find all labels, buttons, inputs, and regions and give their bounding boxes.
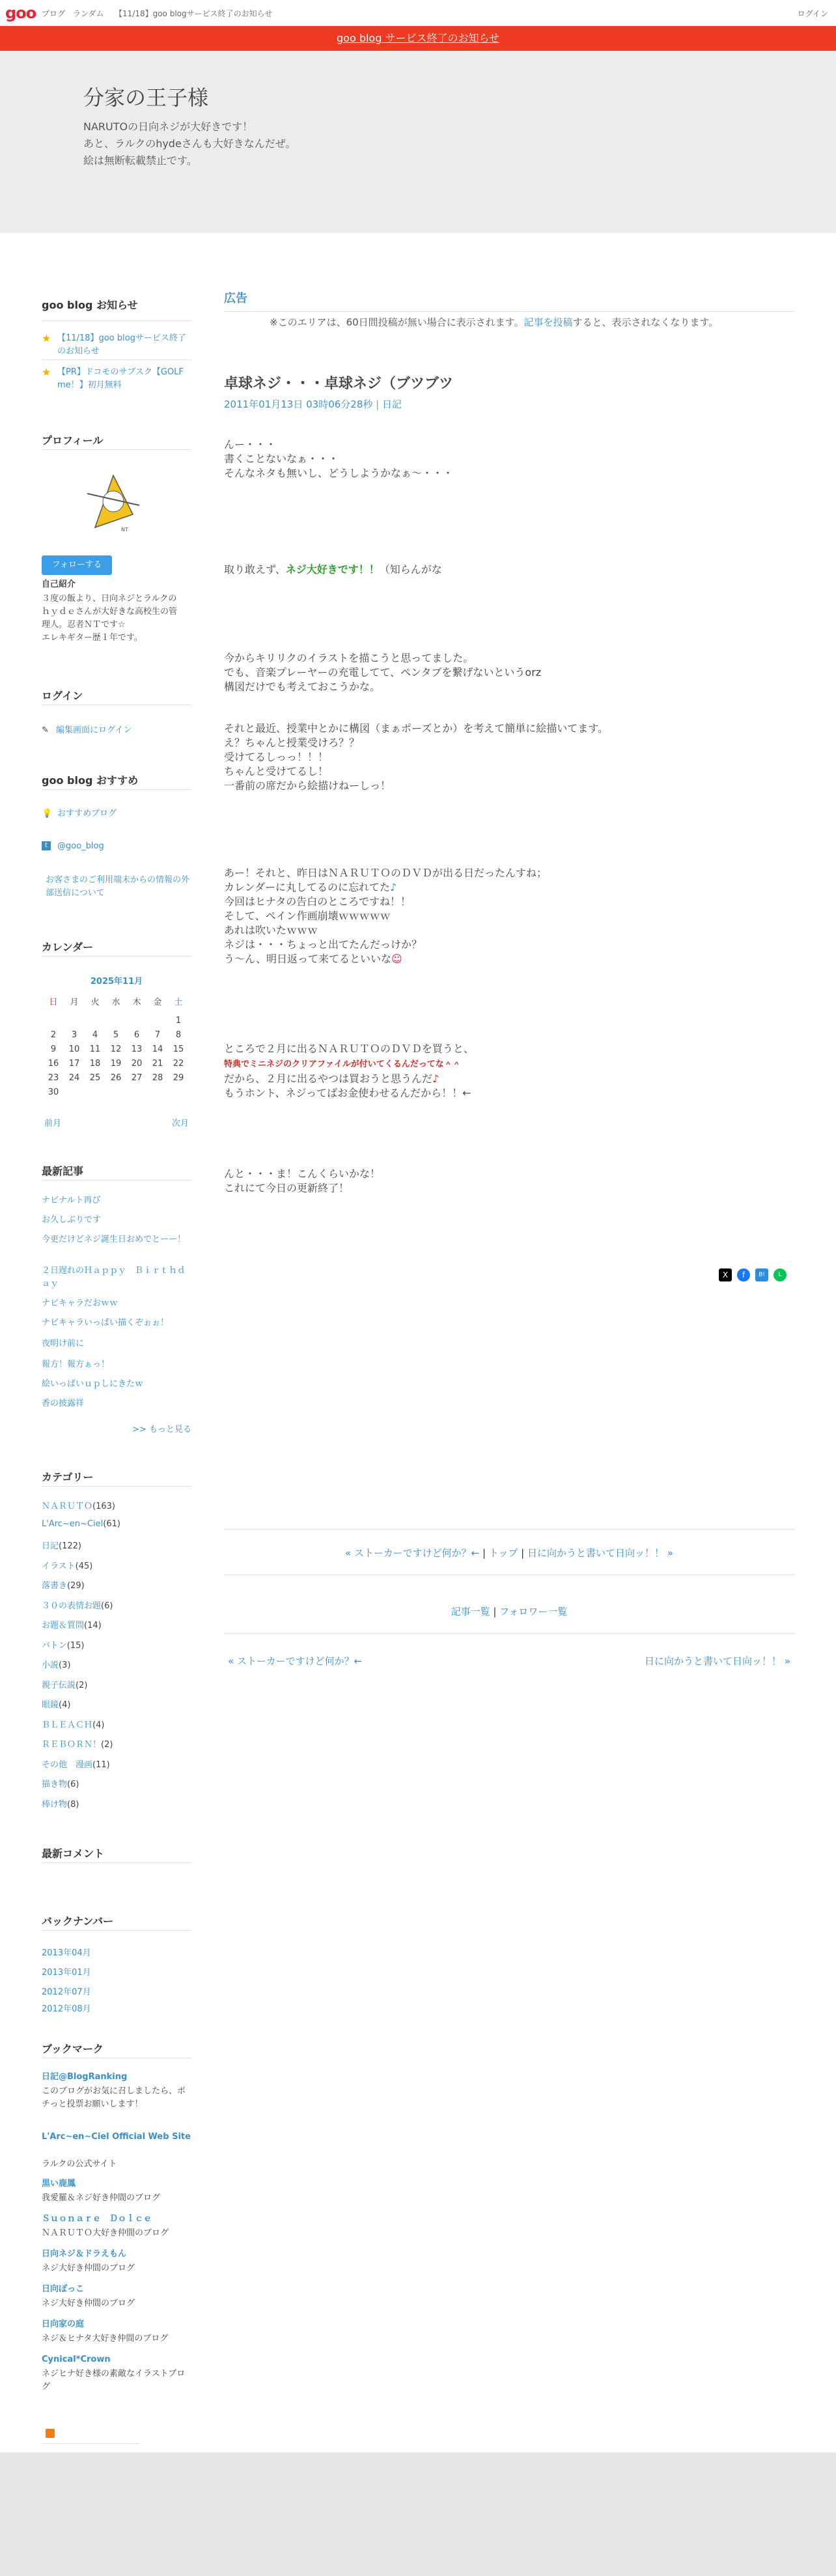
calendar-day: 7 [154,1030,161,1040]
nav-notice-link[interactable]: 【11/18】goo blogサービス終了のお知らせ [115,9,273,18]
ad-heading: 広告 [224,292,247,305]
calendar-day: 15 [173,1044,184,1054]
post-text [224,952,402,966]
calendar-day: 26 [110,1073,122,1083]
category-item [42,1559,92,1571]
recent-post-link[interactable]: ナビナルト再び [42,1196,101,1205]
nav-blog-link[interactable]: ブログ [42,9,66,18]
bookmark-link[interactable]: Cynical*Crown [42,2355,111,2364]
category-link[interactable]: L'Arc~en~Ciel [42,1519,104,1529]
calendar-day: 22 [173,1059,184,1069]
article-list-link[interactable]: 記事一覧 [451,1606,490,1617]
category-heading: カテゴリー [42,1471,94,1483]
bookmark-desc: 我愛羅＆ネジ好き仲間のブログ [42,2193,161,2203]
calendar-day: 10 [68,1044,80,1054]
recommend-heading: goo blog おすすめ [42,774,139,787]
category-link[interactable]: 眼鏡 [42,1700,59,1710]
category-count: (4) [92,1720,105,1730]
notice-heading: goo blog お知らせ [42,299,138,311]
calendar-day: 14 [152,1044,163,1054]
notice-item-2[interactable]: 【PR】ドコモのサブスク【GOLF me！】初月無料 [57,367,184,390]
calendar-day: 3 [71,1030,77,1040]
recent-post-link[interactable]: ２日遅れのＨａｐｐｙ Ｂｉｒｔｈｄａｙ [42,1266,186,1289]
recent-post-link[interactable]: ナビキャラだおｗｗ [42,1298,118,1308]
login-link[interactable]: ログイン [797,9,828,18]
post-text: 今からキリリクのイラストを描こうと思ってました。 [224,652,474,664]
category-count: (2) [76,1680,88,1690]
category-count: (163) [92,1502,115,1511]
backnumber-heading: バックナンバー [42,1915,114,1927]
calendar-day: 2 [50,1030,57,1040]
profile-heading: プロフィール [42,434,104,447]
post-text: もうホント、ネジってばお金使わせるんだから！！← [224,1087,471,1099]
recent-post-link[interactable]: 今更だけどネジ誕生日おめでとーー！ [42,1235,186,1244]
category-count: (29) [67,1581,85,1591]
svg-text:NT: NT [121,527,128,533]
x-share-icon[interactable]: X [719,1268,732,1281]
banner-link[interactable]: goo blog サービス終了のお知らせ [337,32,499,44]
follower-list-link[interactable]: フォロワー一覧 [499,1606,568,1617]
category-link[interactable]: 親子伝説 [42,1680,76,1690]
weekday-label: 水 [111,998,120,1007]
calendar-day: 18 [89,1059,101,1069]
hatena-share-icon[interactable]: B! [755,1268,768,1281]
calendar-day: 17 [68,1059,80,1069]
ad-note-text: すると、表示されなくなります。 [572,316,719,328]
calendar-day: 6 [133,1030,140,1040]
category-count: (122) [59,1541,81,1551]
bulb-icon: 💡 [42,809,53,819]
category-link[interactable]: 小説 [42,1660,59,1670]
calendar-heading: カレンダー [42,941,93,953]
post-text: んと・・・ま！こんくらいかな！ [224,1168,381,1180]
category-link[interactable]: 日記 [42,1541,59,1551]
bookmark-link[interactable]: 黒い鹿鳳 [42,2179,76,2189]
post-text-span: だから、２月に出るやつは買おうと思うんだ [224,1072,433,1085]
follow-button[interactable]: フォローする [42,555,112,575]
post-meta: 2011年01月13日 03時06分28秒 | 日記 [224,399,402,410]
category-item [42,1757,110,1770]
category-link[interactable]: お題＆質問 [42,1621,85,1631]
category-item [42,1638,84,1651]
calendar-day: 21 [152,1059,163,1069]
category-count: (6) [67,1780,79,1789]
calendar-day: 9 [50,1044,57,1054]
calendar-month: 2025年11月 [90,977,143,987]
category-item [42,1777,79,1789]
bookmark-link[interactable]: 日記@BlogRanking [42,2072,128,2082]
blog-desc-3: 絵は無断転載禁止です。 [83,154,197,167]
goo-logo[interactable]: goo [5,4,36,22]
post-text: 今回はヒナタの告白のところですね！！ [224,895,411,908]
category-item [42,1797,79,1810]
red-text: 特典でミニネジのクリアファイルが付いてくるんだってな＾＾ [224,1059,461,1069]
ad-note-text: ※このエリアは、60日間投稿が無い場合に表示されます。 [270,316,524,328]
calendar-day: 24 [68,1073,80,1083]
category-link[interactable]: ＮＡＲＵＴＯ [42,1502,93,1511]
category-count: (6) [101,1601,113,1611]
post-text: あー！それと、昨日はＮＡＲＵＴＯのＤＶＤが出る日だったんすね； [224,867,548,879]
category-count: (3) [59,1660,71,1670]
bookmark-desc: ネジ大好き仲間のブログ [42,2263,135,2273]
weekday-label: 月 [70,998,79,1007]
post-text: それと最近、授業中とかに構図（まぁポーズとか）を考えて簡単に絵描いてます。 [224,722,608,735]
nav-prev-link[interactable]: « ストーカーですけど何か？← [345,1547,480,1559]
bookmark-link[interactable]: 日向ぽっこ [42,2284,85,2294]
post-text: え？ちゃんと授業受けろ？？ [224,736,360,749]
category-link[interactable]: 描き物 [42,1780,68,1789]
post-article-link[interactable]: 記事を投稿 [523,316,573,328]
emoji-icon: ♪ [432,1072,439,1085]
bookmark-link[interactable]: L'Arc~en~Ciel Official Web Site [42,2132,191,2142]
twitter-icon: t [42,841,51,850]
category-count: (8) [67,1799,79,1810]
comment-heading: 最新コメント [42,1847,105,1860]
calendar-day: 19 [110,1059,122,1069]
post-date-link[interactable]: 2011年01月13日 03時06分28秒 [224,399,373,410]
post-text: 一番前の席だから絵描けねーしっ！ [224,779,391,792]
post-text: そんなネタも無いし、どうしようかなぁ〜・・・ [224,467,454,479]
bookmark-link[interactable]: Ｓｕｏｎａｒｅ Ｄｏｌｃｅ [42,2214,152,2224]
category-link[interactable]: ＢＬＥＡＣＨ [42,1720,93,1730]
nav-random-link[interactable]: ランダム [73,9,104,18]
backnumber-item[interactable]: 2013年04月 [42,1948,91,1958]
bookmark-link[interactable]: 日向ネジ＆ドラえもん [42,2249,127,2259]
calendar-day: 13 [131,1044,143,1054]
category-item [42,1539,81,1551]
category-item [42,1737,113,1750]
bookmark-desc: このブログがお気に召しましたら、ポチっと投票お願いします！ [42,2086,186,2109]
calendar-day: 29 [173,1073,184,1083]
post-text: ネジは・・・ちょっと出てたんだっけか？ [224,938,423,951]
recent-post-link[interactable]: お久しぶりです [42,1215,102,1225]
recent-post-link[interactable]: 絵いっぱいｕｐしにきたｗ [42,1379,144,1389]
backnumber-item[interactable]: 2012年07月 [42,1987,91,1997]
rss-icon[interactable] [46,2429,55,2438]
bookmark-desc: ネジ＆ヒナタ大好き仲間のブログ [42,2334,169,2344]
category-count: (61) [103,1519,120,1529]
bookmark-desc: ＮＡＲＵＴＯ大好き仲間のブログ [42,2228,169,2238]
line-share-icon[interactable]: L [773,1268,787,1281]
calendar-day: 20 [131,1059,143,1069]
blog-desc-1: NARUTOの日向ネジが大好きです！ [83,120,253,133]
calendar-next-link[interactable]: 次月 [171,1119,189,1128]
star-icon: ★ [42,366,51,378]
calendar-day: 8 [175,1030,182,1040]
category-count: (45) [75,1561,93,1571]
intro-line: ３度の飯より、日向ネジとラルクの [42,594,177,604]
weekday-label: 木 [132,998,141,1007]
calendar-day: 23 [48,1073,59,1083]
backnumber-list [42,1940,191,2014]
post-text: 受けてるしっっ！！！ [224,751,329,763]
facebook-share-icon[interactable]: f [737,1268,750,1281]
post-text: ところで２月に出るＮＡＲＵＴＯのＤＶＤを買うと、 [224,1043,474,1055]
backnumber-item[interactable]: 2013年01月 [42,1968,91,1978]
category-item [42,1499,115,1511]
recent-post-link[interactable]: 香の披露祥 [42,1399,85,1408]
post-text: ちゃんと受けてるし！ [224,765,329,777]
star-icon: ★ [42,332,51,344]
recommend-blog-link[interactable]: おすすめブログ [57,809,117,819]
category-count: (4) [59,1700,71,1710]
goo-blog-twitter-link[interactable]: @goo_blog [57,841,104,851]
post-text: でも、音楽プレーヤーの充電してて、ペンタブを繋げないというorz [224,666,542,679]
intro-heading: 自己紹介 [42,580,76,589]
emoji-icon: ♪ [389,881,397,893]
nav-next-link[interactable]: 日に向かうと書いて日向ッ！！ » [527,1547,673,1559]
post-text-span: カレンダーに丸してるのに忘れてた [224,881,390,893]
category-count: (11) [92,1759,110,1770]
category-count: (2) [101,1740,113,1750]
emphasis-text: ネジ大好きです！！ [285,563,380,576]
intro-line: エレキギター歴１年です。 [42,633,143,643]
bottom-prev-link[interactable]: « ストーカーですけど何か？← [228,1655,363,1667]
post-text: そして、ペイン作画崩壊ｗｗｗｗｗ [224,910,391,922]
bottom-next-link[interactable]: 日に向かうと書いて日向ッ！！ » [645,1655,790,1667]
weekday-label: 金 [153,998,162,1007]
top-bar [0,0,836,26]
category-link[interactable]: バトン [42,1640,67,1651]
bookmark-desc: ネジヒナ好き様の素敵なイラストブログ [42,2369,186,2392]
notice-item-1[interactable]: 【11/18】goo blogサービス終了のお知らせ [57,333,186,356]
post-nav: « ストーカーですけど何か？← | トップ | 日に向かうと書いて日向ッ！！ » [345,1547,673,1559]
post-category-link[interactable]: 日記 [382,399,402,410]
calendar-day: 1 [175,1016,182,1026]
intro-line: ｈｙｄｅさんが大好きな高校生の管 [42,607,178,617]
category-item [42,1678,87,1690]
calendar-prev-link[interactable]: 前月 [44,1119,62,1128]
post-text: 書くことないなぁ・・・ [224,453,339,465]
post-text: これにて今日の更新終了！ [224,1182,350,1194]
emoji-icon: ☺ [391,953,402,965]
category-link[interactable]: 落書き [42,1581,68,1591]
category-link[interactable]: ３０の表情お題 [42,1601,102,1611]
bookmark-desc: ラルクの公式サイト [42,2159,117,2169]
post-text: 構図だけでも考えておこうかな。 [224,680,381,693]
weekday-label: 土 [174,998,183,1007]
category-count: (15) [66,1640,85,1651]
bookmark-desc: ネジ大好き仲間のブログ [42,2299,135,2308]
calendar-day: 28 [152,1073,163,1083]
nav-top-link[interactable]: トップ [488,1547,518,1559]
category-link[interactable]: イラスト [42,1561,76,1571]
calendar-day: 5 [113,1030,119,1040]
category-item [42,1599,113,1611]
calendar-day: 4 [92,1030,98,1040]
category-count: (14) [84,1621,102,1631]
weekday-label: 火 [91,998,100,1007]
calendar-day: 16 [48,1059,59,1069]
external-info-link[interactable]: お客さまのご利用端末からの情報の外部送信について [46,875,190,898]
category-item [42,1578,85,1591]
pencil-icon: ✎ [42,725,49,735]
post-text-span: 取り敢えず、 [224,563,286,576]
edit-login-link[interactable]: 編集画面にログイン [56,725,132,735]
blog-title[interactable]: 分家の王子様 [83,85,209,110]
login-heading: ログイン [42,690,83,702]
category-item [42,1618,102,1631]
post-title[interactable]: 卓球ネジ・・・卓球ネジ（ブツブツ [224,376,454,392]
calendar-day: 25 [89,1073,101,1083]
recent-post-link[interactable]: 夜明け前に [42,1339,85,1349]
weekday-label: 日 [49,998,58,1007]
blog-header [0,51,836,233]
category-link[interactable]: 棒け物 [42,1799,68,1810]
category-item [42,1718,104,1730]
share-buttons [719,1268,787,1281]
post-text [224,1072,439,1086]
recent-heading: 最新記事 [42,1165,84,1177]
post-text [224,563,442,577]
category-link[interactable]: その他 漫画 [42,1759,93,1770]
post-text [224,880,397,895]
service-end-banner[interactable] [0,26,836,51]
category-item [42,1698,70,1710]
blog-desc-2: あと、ラルクのhydeさんも大好きなんだぜ。 [83,137,296,150]
calendar-day: 27 [131,1073,143,1083]
bookmark-link[interactable]: 日向家の庭 [42,2319,85,2329]
post-text-span: う〜ん、明日返って来てるといいな [224,953,391,965]
post-text: あれは吹いたｗｗｗ [224,924,318,936]
footer [0,2452,836,2576]
category-item [42,1658,70,1670]
intro-line: 理人。忍者ＮＴです☆ [42,620,126,630]
ad-note [270,315,718,329]
category-item [42,1519,120,1529]
recent-post-link[interactable]: ナビキャラいっぱい描くぞぉぉ！ [42,1318,169,1328]
post-text: んー・・・ [224,438,277,451]
backnumber-item[interactable]: 2012年08月 [42,2004,91,2014]
list-links: 記事一覧 | フォロワー一覧 [451,1606,568,1617]
calendar-day: 12 [110,1044,122,1054]
more-link[interactable]: >> もっと見る [132,1425,191,1435]
recent-post-link[interactable]: 報方！報方ぁっ！ [42,1360,110,1369]
calendar-day: 30 [48,1087,59,1097]
calendar-day: 11 [89,1044,101,1054]
category-link[interactable]: ＲＥＢＯＲＮ！ [42,1740,102,1750]
profile-avatar [83,469,143,534]
post-text-span: （知らんがな [379,563,442,576]
bookmark-heading: ブックマーク [42,2043,104,2055]
